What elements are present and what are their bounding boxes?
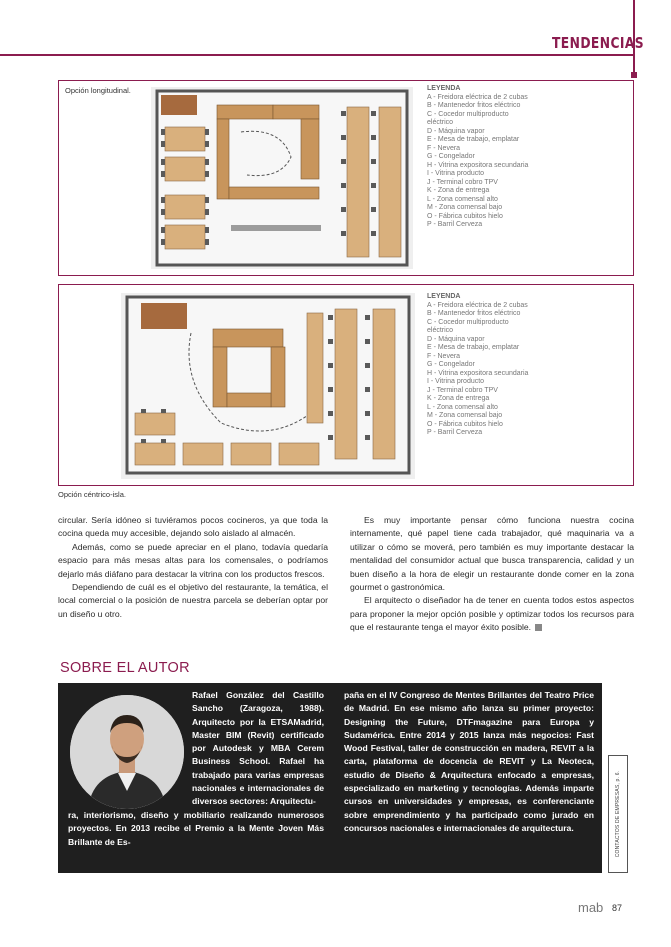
paragraph [350,594,634,634]
legend-item: E - Mesa de trabajo, emplatar [427,344,520,351]
legend-item: B - Mantenedor fritos eléctrico [427,310,521,317]
legend-item: eléctrico [427,119,454,126]
author-bio-part-2: ra, interiorismo, diseño y mobiliario realizando numerosos proyectos. En 2013 recibe el Premio a la Mente Joven Más Brillante de Es- [68,810,324,847]
author-photo [70,695,184,809]
legend-item: O - Fábrica cubitos hielo [427,212,503,220]
footer-brand: mab [578,900,604,915]
legend-item: J - Terminal cobro TPV [427,178,498,186]
header-marker [631,72,637,78]
paragraph: Dependiendo de cuál es el objetivo del restaurante, la temática, el local comercial o la posición de nuestra parcela se deberían optar por un diseño u otro. [58,582,328,619]
legend-title: LEYENDA [427,85,461,92]
floor-plan-drawing [151,87,413,269]
legend-item: O - Fábrica cubitos hielo [427,420,503,428]
legend-item: P - Barril Cerveza [427,429,483,436]
floor-plan-drawing [121,293,415,479]
plan-caption: Opción longitudinal. [65,86,131,95]
legend-item: L - Zona comensal alto [427,403,498,411]
legend-item: F - Nevera [427,144,461,152]
plan-caption: Opción céntrico-isla. [58,490,126,499]
legend-item: A - Freidora eléctrica de 2 cubas [427,301,528,309]
author-portrait-icon [70,695,184,809]
author-bio-part-1: Rafael González del Castillo Sancho (Zaragoza, 1988). Arquitecto por la ETSAMadrid, Master BIM (Revit) certificado por Autodesk y MBA Cerem Business School. Rafael ha trabajado para varias empresas nacionales e internacionales de diversos sectores: Arquitectu- [192,690,324,807]
legend-item: K - Zona de entrega [427,395,490,402]
author-section-title: SOBRE EL AUTOR [60,660,190,676]
side-credit-box [608,755,628,873]
legend-item: D - Máquina vapor [427,335,485,343]
legend-item: P - Barril Cerveza [427,221,483,228]
legend-item: J - Terminal cobro TPV [427,386,498,394]
legend-item: I - Vitrina producto [427,378,485,385]
section-title: TENDENCIAS [552,34,645,52]
legend-item: I - Vitrina producto [427,170,485,177]
legend-item: M - Zona comensal bajo [427,412,503,419]
body-column-left [58,514,328,621]
floor-plan-longitudinal [58,80,634,276]
plan-legend [427,293,528,438]
legend-item: K - Zona de entrega [427,187,490,194]
header-rule [0,54,634,56]
paragraph: Es muy importante pensar cómo funciona nuestra cocina internamente, qué papel tiene cada trabajador, qué maquinaria va a utilizar o cómo se moverá, pero también es muy importante destacar la mentalidad del consumidor actual que busca transparencia, calidad y un buen diseño a la hora de elegir un restaurante donde comer en la zona gourmet o gastronómica. [350,515,634,593]
paragraph-text: El arquitecto o diseñador ha de tener en cuenta todos estos aspectos para proponer la mejor opción posible y optimizar todos los recursos para que el restaurante tenga el mayor éxito posible. [350,595,634,633]
plan-legend [427,85,528,230]
end-mark-icon [535,624,542,631]
legend-title: LEYENDA [427,293,461,300]
legend-item: F - Nevera [427,352,461,360]
body-column-right [350,514,634,635]
legend-item: H - Vitrina expositora secundaria [427,369,529,377]
legend-item: A - Freidora eléctrica de 2 cubas [427,93,528,101]
legend-item: C - Cocedor multiproducto [427,318,509,326]
legend-item: M - Zona comensal bajo [427,204,503,211]
author-box [58,683,602,873]
legend-item: E - Mesa de trabajo, emplatar [427,136,520,143]
legend-item: D - Máquina vapor [427,127,485,135]
floor-plan-central-island [58,284,634,486]
legend-item: B - Mantenedor fritos eléctrico [427,102,521,109]
page-number: 87 [612,903,623,913]
paragraph: Además, como se puede apreciar en el plano, todavía quedaría espacio para más mesas altas para los comensales, o podríamos dejarlo más diáfano para destacar la vitrina con los productos frescos. [58,541,328,579]
legend-item: C - Cocedor multiproducto [427,110,509,118]
author-bio-part-3: paña en el IV Congreso de Mentes Brillantes del Teatro Price de Madrid. En ese mismo año lanza su primer proyecto: Designing the Future, DTFmagazine para Europa y Sudamérica. Entre 2014 y 2015 lanza más negocios: Fast Wood Festival, taller de construcción en madera, REVIT a la carta, plataforma de docencia de REVIT y La Neoteca, estudio de Diseño & Arquitectura enfocado a empresas, especializado en marketing y tecnologías. Además imparte cursos en universidades y empresas, es conferenciante sobre emprendimiento y ha participado como jurado en concursos nacionales e internacionales de arquitectura. [344,690,594,833]
legend-item: H - Vitrina expositora secundaria [427,161,529,169]
legend-item: eléctrico [427,327,454,334]
side-credit-text: CONTACTOS DE EMPRESAS, p. 6. [615,770,621,858]
legend-item: G - Congelador [427,361,475,368]
legend-item: G - Congelador [427,153,475,160]
legend-item: L - Zona comensal alto [427,195,498,203]
paragraph: circular. Sería idóneo si tuviéramos pocos cocineros, ya que toda la cocina queda muy accesible, dejando solo aislado al almacén. [58,515,328,539]
